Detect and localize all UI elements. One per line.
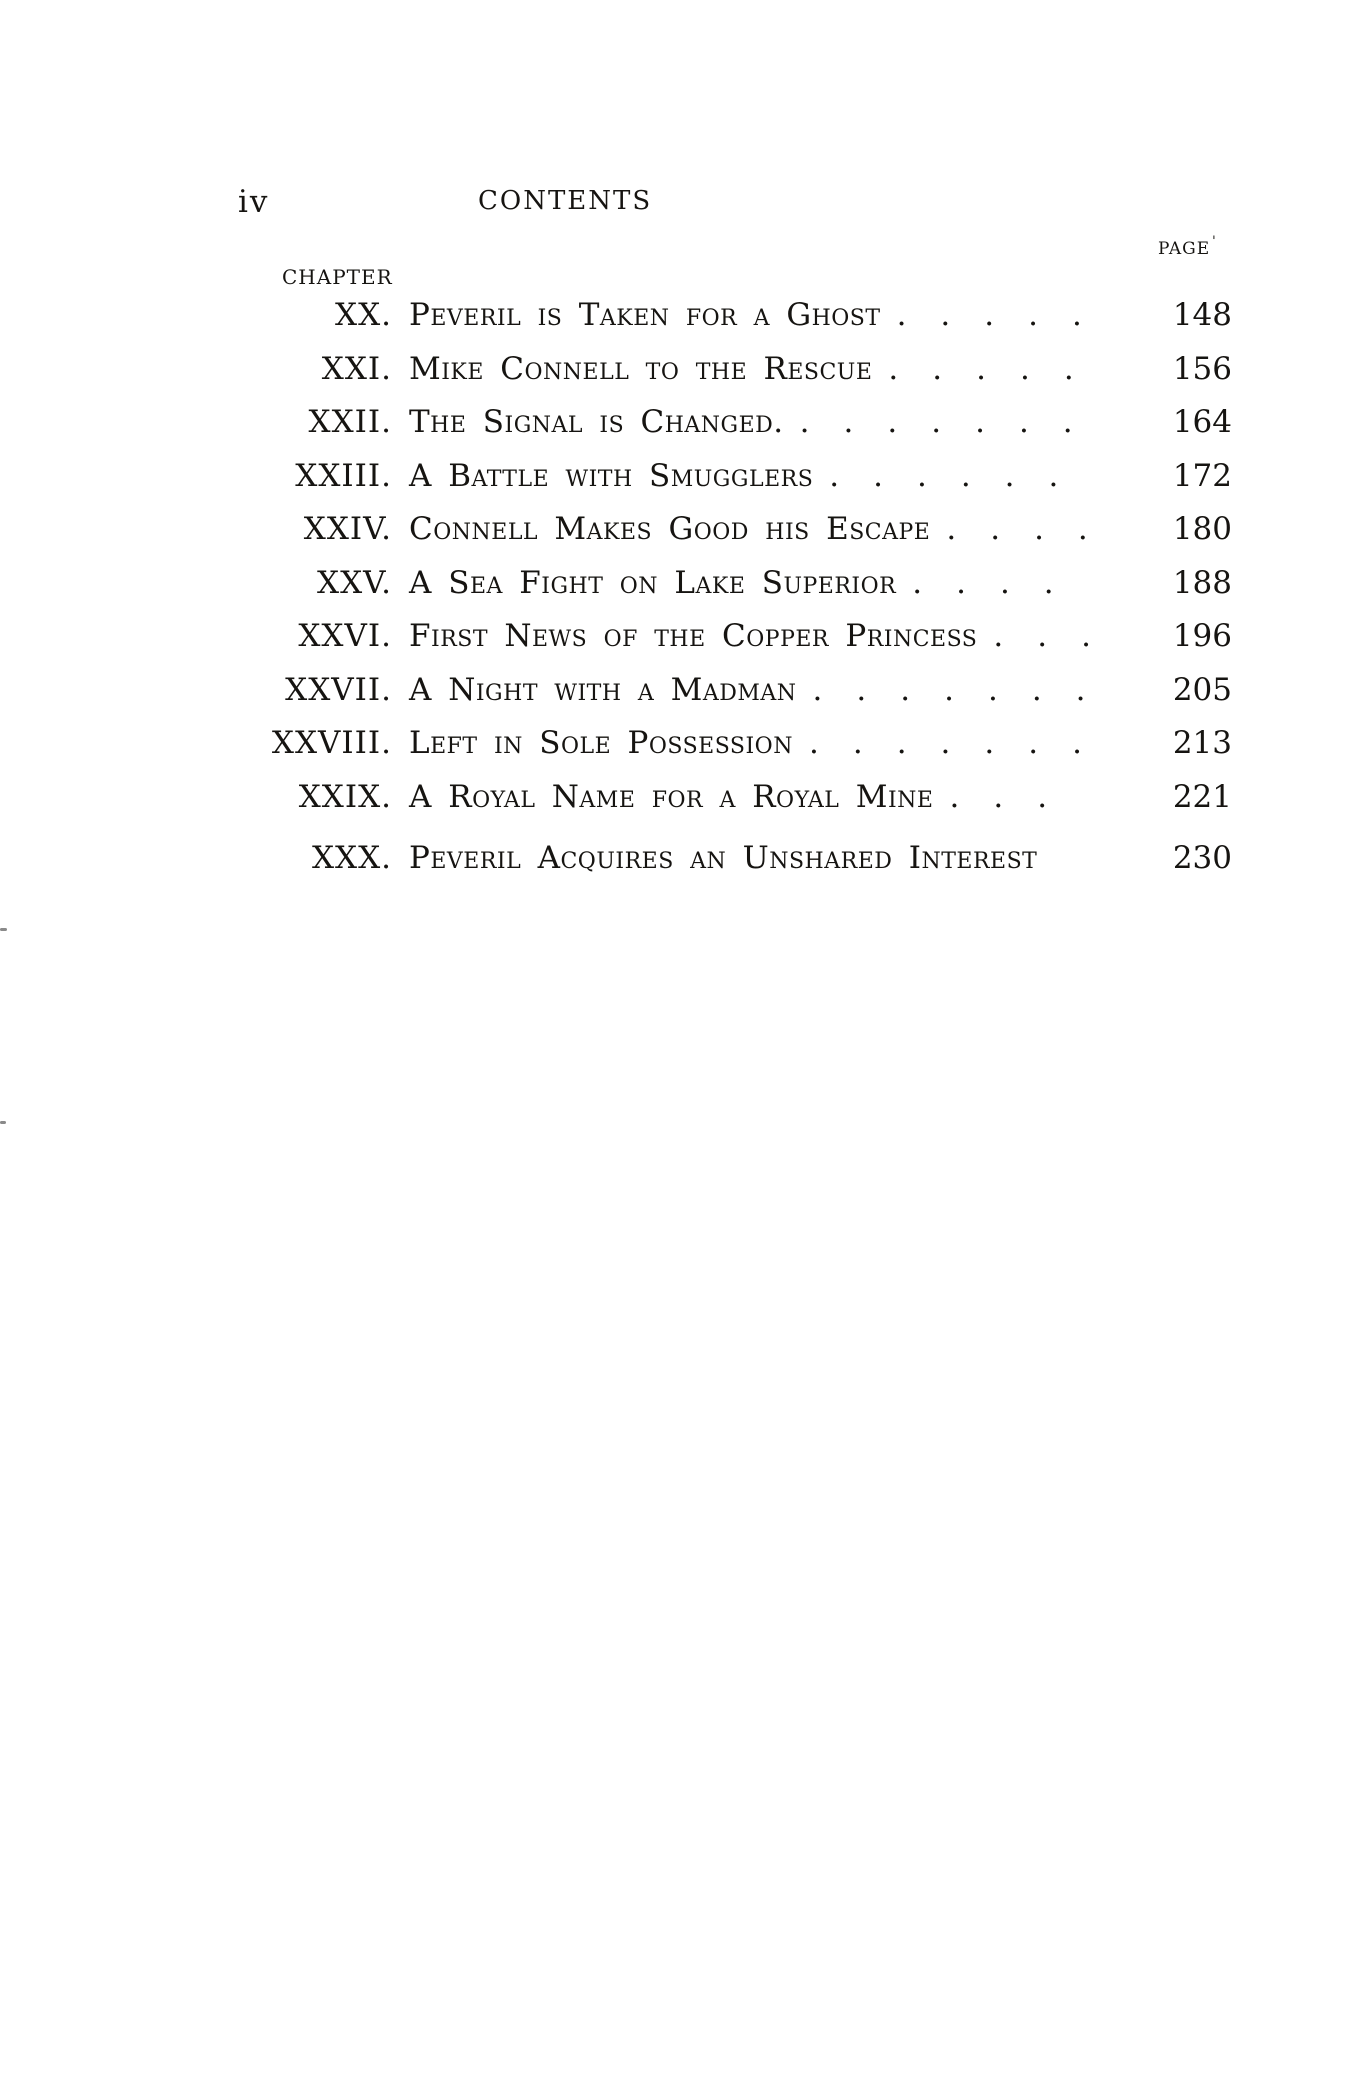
toc-entry	[180, 832, 1232, 876]
dot-leader	[1053, 832, 1154, 868]
toc-entry	[180, 779, 1232, 815]
toc-entry	[180, 404, 1232, 440]
chapter-numeral: XXVIII.	[271, 725, 392, 761]
toc-entry	[180, 565, 1232, 601]
page-number: 180	[1172, 511, 1232, 547]
page-number: 148	[1172, 297, 1232, 333]
chapter-title: Peveril is Taken for a Ghost	[409, 297, 881, 333]
dot-leader: ......	[829, 457, 1093, 494]
page-column-header-label: PAGE	[1158, 239, 1211, 259]
chapter-numeral: XX.	[335, 297, 392, 333]
chapter-numeral: XXII.	[308, 404, 392, 440]
chapter-title: A Battle with Smugglers	[409, 457, 814, 494]
chapter-numeral: XXX.	[311, 840, 392, 876]
toc-entry	[180, 351, 1232, 387]
toc-entry	[180, 672, 1232, 708]
chapter-column-header: CHAPTER	[282, 265, 393, 289]
chapter-title: Mike Connell to the Rescue	[409, 350, 873, 387]
page-number: 221	[1172, 778, 1232, 815]
scan-artifact	[0, 1121, 6, 1124]
page-number: 230	[1172, 840, 1232, 876]
chapter-title: First News of the Copper Princess	[409, 618, 978, 654]
stray-tick-mark: '	[1212, 234, 1217, 249]
chapter-numeral: XXI.	[321, 350, 392, 387]
page-number: 205	[1172, 671, 1232, 708]
chapter-numeral: XXIV.	[303, 511, 392, 547]
dot-leader: .......	[812, 671, 1120, 708]
table-of-contents	[180, 0, 1232, 2100]
chapter-title: A Royal Name for a Royal Mine	[409, 778, 934, 815]
toc-entry	[180, 511, 1232, 547]
page-number: 164	[1172, 404, 1232, 440]
chapter-title: The Signal is Changed.	[409, 404, 784, 440]
dot-leader: ....	[946, 511, 1122, 547]
dot-leader: .....	[888, 350, 1108, 387]
toc-entry	[180, 458, 1232, 494]
chapter-title: Peveril Acquires an Unshared Interest	[409, 840, 1038, 876]
chapter-numeral: XXIX.	[298, 778, 392, 815]
page-number: 196	[1172, 618, 1232, 654]
chapter-title: Connell Makes Good his Escape	[409, 511, 931, 547]
dot-leader: .....	[896, 297, 1116, 333]
chapter-numeral: XXV.	[317, 564, 392, 601]
contents-heading: CONTENTS	[478, 186, 653, 216]
page-number: 172	[1172, 457, 1232, 494]
folio-page-number: iv	[238, 184, 270, 220]
dot-leader: ...	[949, 778, 1082, 815]
toc-entry	[180, 297, 1232, 333]
dot-leader: ....	[912, 564, 1088, 601]
dot-leader: .......	[808, 725, 1116, 761]
chapter-title: Left in Sole Possession	[409, 725, 793, 761]
chapter-numeral: XXVII.	[285, 671, 392, 708]
chapter-numeral: XXVI.	[298, 618, 392, 654]
page-number: 213	[1172, 725, 1232, 761]
chapter-numeral: XXIII.	[295, 457, 392, 494]
scan-artifact	[0, 928, 7, 931]
dot-leader: ...	[993, 618, 1125, 654]
chapter-title: A Night with a Madman	[409, 671, 797, 708]
toc-entry	[180, 725, 1232, 761]
toc-entry	[180, 618, 1232, 654]
chapter-title: A Sea Fight on Lake Superior	[409, 564, 897, 601]
page-number: 188	[1172, 564, 1232, 601]
page-number: 156	[1172, 350, 1232, 387]
dot-leader: .......	[799, 404, 1107, 440]
